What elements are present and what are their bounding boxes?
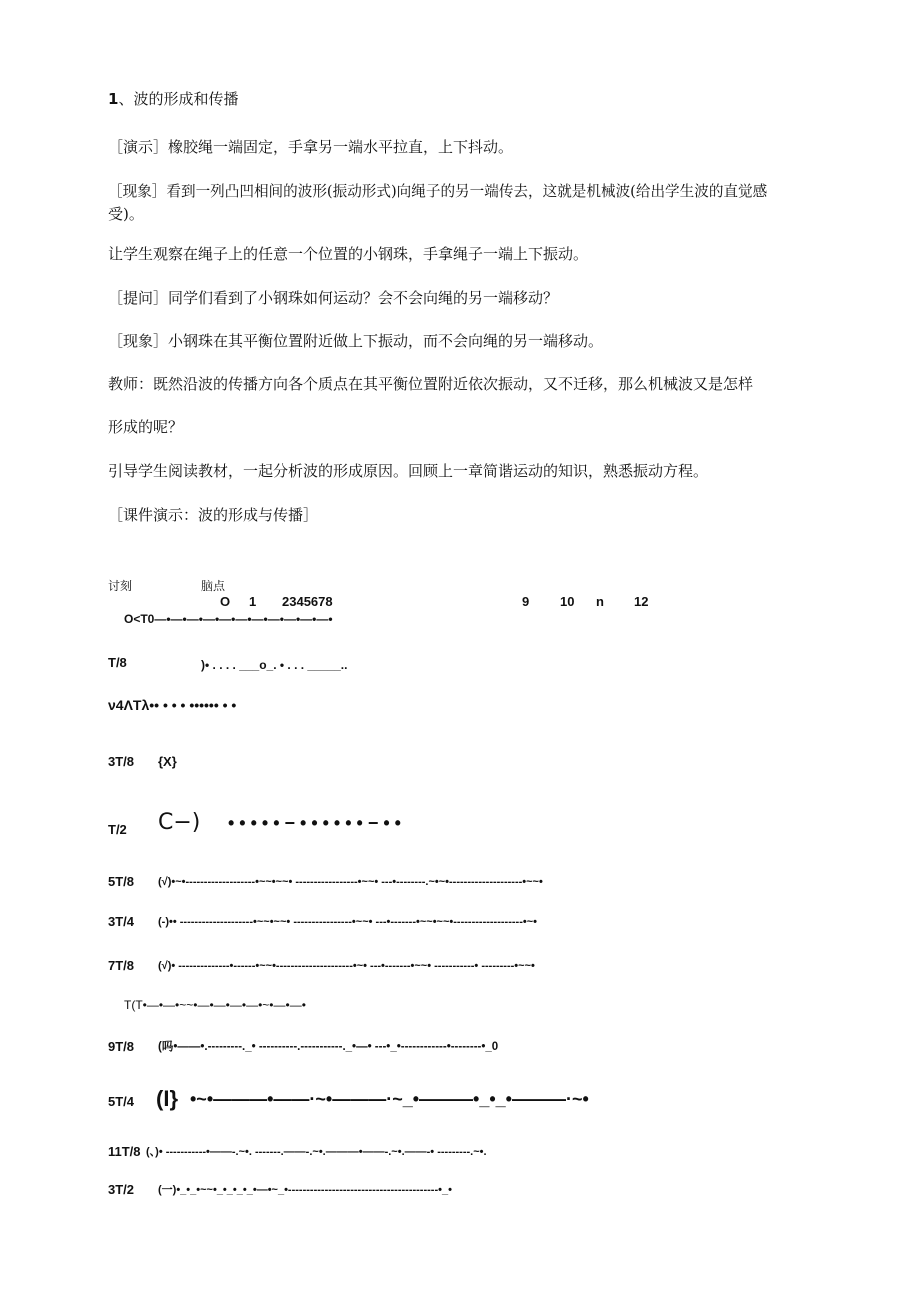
wave-row-5t8: (√)•~•-------------------•~~•~~• -----------------•~~• ---•--------.~•~•--------------------•~~• (158, 876, 543, 888)
wave-row-3t2: (一)•_•_•~~•_•_•_•_•—•~_•-----------------------------------------•_• (158, 1184, 452, 1196)
point-index-9: 9 (522, 594, 530, 609)
time-label-11t8: 11T/8 (108, 1144, 141, 1159)
paragraph-phenomenon-2: ［现象］小钢珠在其平衡位置附近做上下振动，而不会向绳的另一端移动。 (108, 332, 604, 350)
paragraph-observe: 让学生观察在绳子上的任意一个位置的小钢珠，手拿绳子一端上下振动。 (108, 245, 589, 263)
heading-number: 1 (108, 90, 119, 108)
paragraph-phenomenon-1-line1: ［现象］看到一列凸凹相间的波形(振动形式)向绳子的另一端传去，这就是机械波(给出学生波的直觉感 (108, 183, 768, 200)
paragraph-demo: ［演示］橡胶绳一端固定，手拿另一端水平拉直，上下抖动。 (108, 138, 514, 156)
wave-row-t8: )• . . . . ___o_. • . . . _____.. (201, 658, 348, 672)
time-label-5t8: 5T/8 (108, 874, 135, 889)
wave-row-3t8: {X} (158, 754, 177, 769)
column-header-point: 脑点 (201, 579, 226, 593)
paragraph-teacher-cont: 形成的呢？ (108, 418, 184, 436)
point-index-10: 10 (560, 594, 575, 609)
point-index-2-8: 2345678 (282, 594, 333, 609)
paragraph-teacher: 教师：既然沿波的传播方向各个质点在其平衡位置附近依次振动，又不迁移，那么机械波又是怎样 (108, 375, 754, 393)
time-label-3t8: 3T/8 (108, 754, 135, 769)
point-index-11: n (596, 594, 604, 609)
point-index-12: 12 (634, 594, 649, 609)
paragraph-phenomenon-1-line2: 受)。 (108, 205, 144, 223)
point-index-1: 1 (249, 594, 257, 609)
wave-row-t2: • • • • • − • • • • • • − • • (228, 813, 401, 833)
column-header-time: 讨刻 (108, 579, 133, 593)
time-label-t2: T/2 (108, 822, 127, 837)
wave-row-7t8: (√)• --------------•------•~~•---------------------•~• ---•-------•~~• -----------• ---------•~~• (158, 960, 535, 972)
wave-row-3t4: (-)•• --------------------•~~•~~• ----------------•~~• ---•-------•~~•~~•-------------------•~• (158, 916, 537, 928)
time-label-3t2: 3T/2 (108, 1182, 135, 1197)
time-label-9t8: 9T/8 (108, 1039, 135, 1054)
paragraph-guide: 引导学生阅读教材，一起分析波的形成原因。回顾上一章简谐运动的知识，熟悉振动方程。 (108, 462, 709, 480)
wave-row-5t4-paren: (I} (156, 1086, 178, 1111)
time-label-t8: T/8 (108, 655, 127, 670)
wave-row-5t4: •~•———•——·~•———·~_•———•_•_•———·~• (190, 1089, 589, 1109)
paragraph-question: ［提问］同学们看到了小钢珠如何运动？会不会向绳的另一端移动？ (108, 289, 559, 307)
wave-row-11t8: (、)• -----------•——-.~•. -------.——-.~•.———•——-.~•.——-• ---------.~•. (146, 1146, 487, 1158)
wave-row-t4: ν4ΛTλ•• • • • •••••• • • (108, 697, 237, 713)
paragraph-courseware: ［课件演示：波的形成与传播］ (108, 506, 319, 524)
heading-title: 、波的形成和传播 (118, 90, 239, 108)
wave-row-t2-paren: C−) (158, 810, 201, 835)
wave-row-9t8: (吗•——•.---------._• ----------.-----------._•—• ---•_•------------•--------•_0 (158, 1041, 499, 1053)
time-label-7t8: 7T/8 (108, 958, 135, 973)
wave-row-t: T(T•—•—•~~•—•—•—•—•~•—•—• (124, 998, 306, 1012)
point-index-0: O (220, 594, 231, 609)
time-label-3t4: 3T/4 (108, 914, 135, 929)
wave-row-t0: O<T0—•—•—•—•—•—•—•—•—•—•—• (124, 612, 333, 626)
time-label-5t4: 5T/4 (108, 1094, 135, 1109)
